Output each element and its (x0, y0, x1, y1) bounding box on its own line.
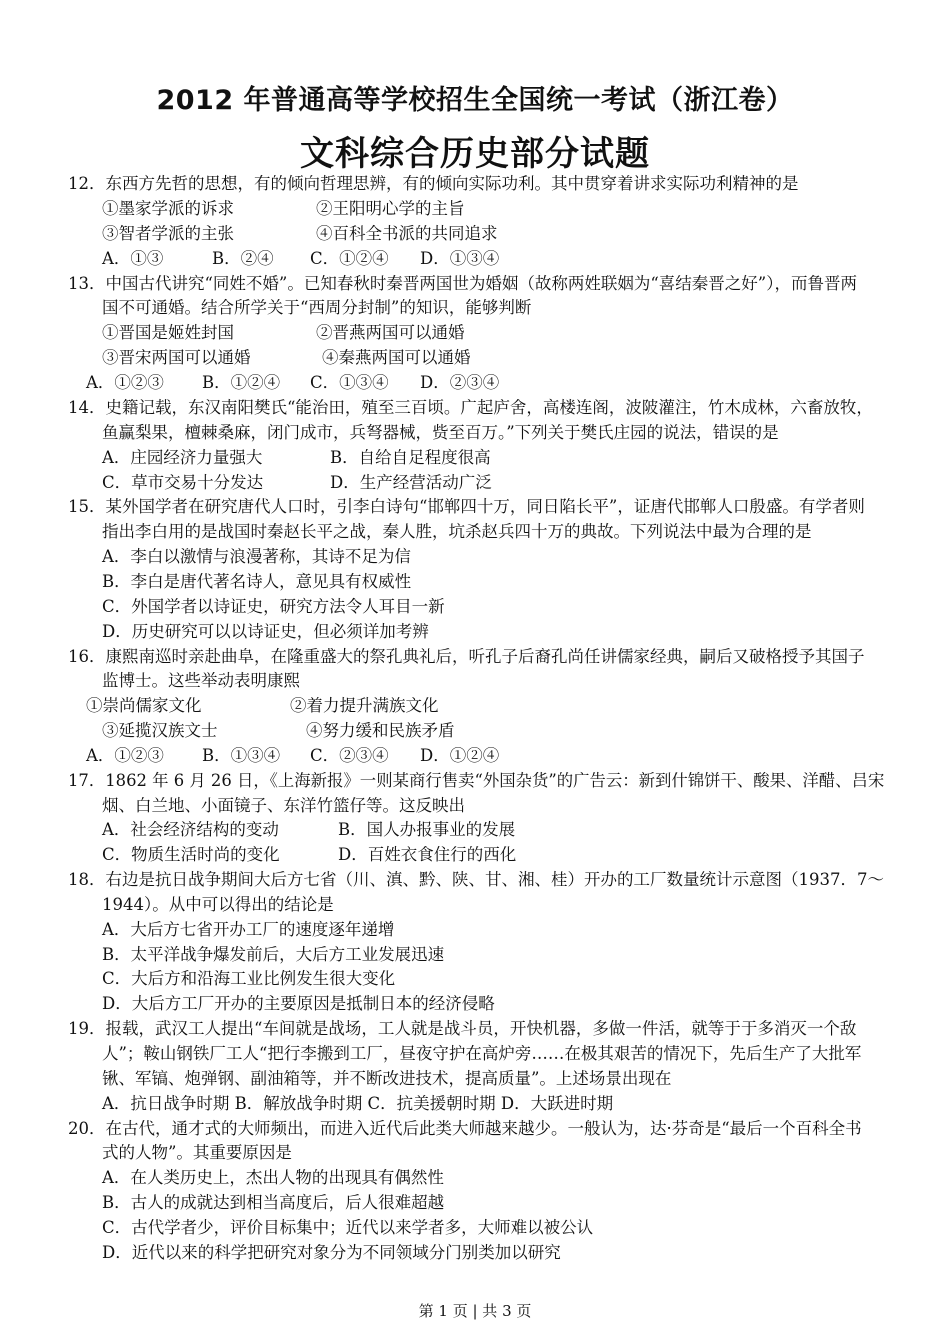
q15-stem-line-1: 15．某外国学者在研究唐代人口时，引李白诗句“邯郸四十万，同日陷长平”，证唐代邯郸人口殷盛。有学者则 (68, 497, 865, 516)
q20-option-a: A．在人类历史上，杰出人物的出现具有偶然性 (102, 1168, 444, 1187)
q13-option-d: D．②③④ (420, 373, 500, 392)
q16-option-d: D．①②④ (420, 746, 500, 765)
q18-stem-line-2: 1944）。从中可以得出的结论是 (102, 895, 334, 914)
q15-option-d: D．历史研究可以以诗证史，但必须详加考辨 (102, 622, 429, 641)
q13-item-1: ①晋国是姬姓封国 (102, 323, 234, 342)
q20-stem-line-1: 20．在古代，通才式的大师频出，而进入近代后此类大师越来越少。一般认为，达·芬奇是“最后一个百科全书 (68, 1119, 862, 1138)
exam-subtitle: 文科综合历史部分试题 (300, 134, 650, 174)
q16-option-a: A．①②③ (86, 746, 164, 765)
q15-option-b: B．李白是唐代著名诗人，意见具有权威性 (102, 572, 412, 591)
q19-stem-line-3: 锹、军镐、炮弹钢、副油箱等，并不断改进技术，提高质量”。上述场景出现在 (102, 1069, 672, 1088)
q16-stem-line-2: 监博士。这些举动表明康熙 (102, 671, 300, 690)
q13-option-b: B．①②④ (202, 373, 281, 392)
q20-stem-line-2: 式的人物”。其重要原因是 (102, 1143, 292, 1162)
q17-option-d: D．百姓衣食住行的西化 (338, 845, 517, 864)
q13-stem-line-2: 国不可通婚。结合所学关于“西周分封制”的知识，能够判断 (102, 298, 532, 317)
q18-option-c: C．大后方和沿海工业比例发生很大变化 (102, 969, 396, 988)
q16-item-2: ②着力提升满族文化 (290, 696, 439, 715)
exam-title: 2012 年普通高等学校招生全国统一考试（浙江卷） (156, 85, 794, 116)
q14-option-b: B．自给自足程度很高 (330, 448, 491, 467)
q17-option-b: B．国人办报事业的发展 (338, 820, 516, 839)
q14-option-d: D．生产经营活动广泛 (330, 473, 492, 492)
q12-option-d: D．①③④ (420, 249, 500, 268)
q18-option-b: B．太平洋战争爆发前后，大后方工业发展迅速 (102, 945, 445, 964)
q19-stem-line-2: 人”；鞍山钢铁厂工人“把行李搬到工厂，昼夜守护在高炉旁……在极其艰苦的情况下，先后生产了大批军 (102, 1044, 862, 1063)
q14-option-a: A．庄园经济力量强大 (102, 448, 263, 467)
q13-option-c: C．①③④ (310, 373, 389, 392)
q13-item-2: ②晋燕两国可以通婚 (316, 323, 465, 342)
q17-option-a: A．社会经济结构的变动 (102, 820, 279, 839)
q13-item-3: ③晋宋两国可以通婚 (102, 348, 251, 367)
q14-option-c: C．草市交易十分发达 (102, 473, 264, 492)
q16-stem-line-1: 16．康熙南巡时亲赴曲阜，在隆重盛大的祭孔典礼后，听孔子后裔孔尚任讲儒家经典，嗣后又破格授予其国子 (68, 647, 865, 666)
q16-option-c: C．②③④ (310, 746, 389, 765)
q13-item-4: ④秦燕两国可以通婚 (322, 348, 471, 367)
q18-option-a: A．大后方七省开办工厂的速度逐年递增 (102, 920, 395, 939)
q12-item-3: ③智者学派的主张 (102, 224, 234, 243)
q18-stem-line-1: 18．右边是抗日战争期间大后方七省（川、滇、黔、陕、甘、湘、桂）开办的工厂数量统计示意图（1937．7～ (68, 870, 884, 889)
q12-option-b: B．②④ (212, 249, 274, 268)
q20-option-c: C．古代学者少，评价目标集中；近代以来学者多，大师难以被公认 (102, 1218, 594, 1237)
q20-option-b: B．古人的成就达到相当高度后，后人很难超越 (102, 1193, 445, 1212)
q17-option-c: C．物质生活时尚的变化 (102, 845, 280, 864)
q16-option-b: B．①③④ (202, 746, 281, 765)
q17-stem-line-2: 烟、白兰地、小面镜子、东洋竹篮仔等。这反映出 (102, 796, 465, 815)
q19-options: A．抗日战争时期 B．解放战争时期 C．抗美援朝时期 D．大跃进时期 (102, 1094, 614, 1113)
q15-stem-line-2: 指出李白用的是战国时秦赵长平之战，秦人胜，坑杀赵兵四十万的典故。下列说法中最为合理的是 (102, 522, 812, 541)
q20-option-d: D．近代以来的科学把研究对象分为不同领域分门别类加以研究 (102, 1243, 561, 1262)
q12-stem: 12．东西方先哲的思想，有的倾向哲理思辨，有的倾向实际功利。其中贯穿着讲求实际功利精神的是 (68, 174, 799, 193)
q19-stem-line-1: 19．报载，武汉工人提出“车间就是战场，工人就是战斗员，开快机器，多做一件活，就等于于多消灭一个敌 (68, 1019, 857, 1038)
q12-option-a: A．①③ (102, 249, 164, 268)
q14-stem-line-1: 14．史籍记载，东汉南阳樊氏“能治田，殖至三百顷。广起庐舍，高楼连阁，波陂灌注，竹木成林，六畜放牧， (68, 398, 873, 417)
q17-stem-line-1: 17．1862 年 6 月 26 日，《上海新报》一则某商行售卖“外国杂货”的广告云：新到什锦饼干、酸果、洋醋、吕宋 (68, 771, 885, 790)
q12-option-c: C．①②④ (310, 249, 389, 268)
page-number: 第 1 页 | 共 3 页 (418, 1302, 532, 1320)
q13-option-a: A．①②③ (86, 373, 164, 392)
q12-item-4: ④百科全书派的共同追求 (316, 224, 498, 243)
q16-item-3: ③延揽汉族文士 (102, 721, 218, 740)
q14-stem-line-2: 鱼赢梨果，檀棘桑麻，闭门成市，兵弩器械，赀至百万。”下列关于樊氏庄园的说法，错误的是 (102, 423, 779, 442)
q12-item-1: ①墨家学派的诉求 (102, 199, 234, 218)
q18-option-d: D．大后方工厂开办的主要原因是抵制日本的经济侵略 (102, 994, 495, 1013)
q15-option-a: A．李白以激情与浪漫著称，其诗不足为信 (102, 547, 411, 566)
q15-option-c: C．外国学者以诗证史，研究方法令人耳目一新 (102, 597, 445, 616)
q13-stem-line-1: 13．中国古代讲究“同姓不婚”。已知春秋时秦晋两国世为婚姻（故称两姓联姻为“喜结秦晋之好”），而鲁晋两 (68, 274, 857, 293)
q16-item-1: ①崇尚儒家文化 (86, 696, 202, 715)
q16-item-4: ④努力缓和民族矛盾 (306, 721, 455, 740)
q12-item-2: ②王阳明心学的主旨 (316, 199, 465, 218)
